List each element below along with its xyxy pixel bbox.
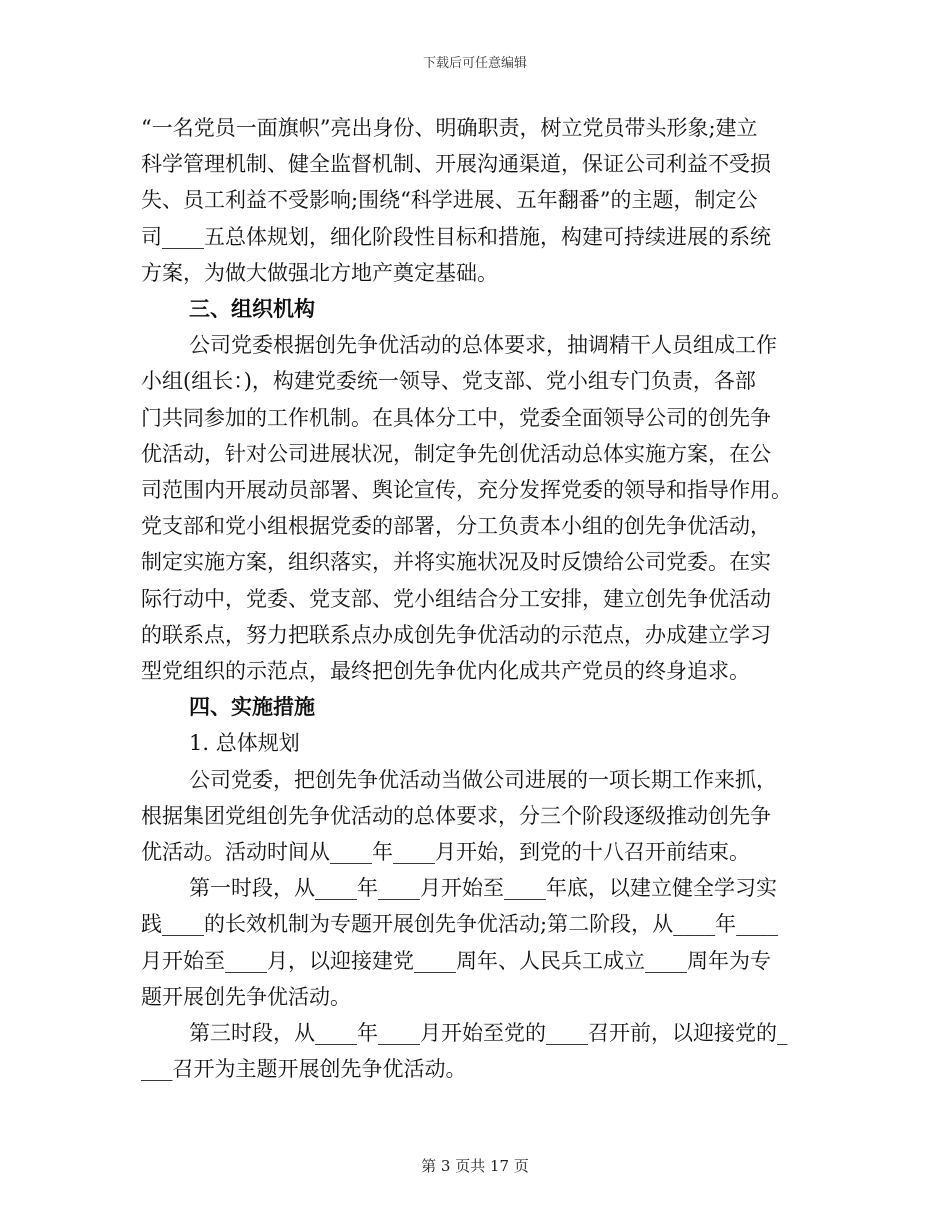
body-line: 题开展创先争优活动。 <box>141 984 351 1009</box>
body-line: 优活动，针对公司进展状况，制定争先创优活动总体实施方案，在公 <box>141 441 771 466</box>
document-body <box>141 110 801 1087</box>
body-line: ___召开为主题开展创先争优活动。 <box>141 1057 467 1082</box>
body-line: 公司党委根据创先争优活动的总体要求，抽调精干人员组成工作 <box>189 333 777 358</box>
body-line: 制定实施方案，组织落实，并将实施状况及时反馈给公司党委。在实 <box>141 550 771 575</box>
body-line: 党支部和党小组根据党委的部署，分工负责本小组的创先争优活动， <box>141 514 771 539</box>
body-line: 司范围内开展动员部署、舆论宣传，充分发挥党委的领导和指导作用。 <box>141 478 792 503</box>
page-number-footer: 第 3 页共 17 页 <box>421 1157 529 1175</box>
body-line: 司____五总体规划，细化阶段性目标和措施，构建可持续进展的系统 <box>141 224 771 249</box>
body-line: “一名党员一面旗帜”亮出身份、明确职责，树立党员带头形象;建立 <box>141 116 758 140</box>
body-line: 的联系点，努力把联系点办成创先争优活动的示范点，办成建立学习 <box>141 622 771 647</box>
body-line: 型党组织的示范点，最终把创先争优内化成共产党员的终身追求。 <box>141 659 750 684</box>
body-line: 践____的长效机制为专题开展创先争优活动;第二阶段，从____年____ <box>141 912 779 937</box>
page-header-note: 下载后可任意编辑 <box>422 56 527 71</box>
body-line: 门共同参加的工作机制。在具体分工中，党委全面领导公司的创先争 <box>141 405 771 430</box>
body-line: 优活动。活动时间从____年____月开始，到党的十八召开前结束。 <box>141 840 750 865</box>
body-line: 科学管理机制、健全监督机制、开展沟通渠道，保证公司利益不受损 <box>141 152 771 177</box>
subsection-heading: 1. 总体规划 <box>189 731 300 756</box>
body-line: 失、员工利益不受影响;围绕“科学进展、五年翻番”的主题，制定公 <box>141 188 758 213</box>
body-line: 公司党委，把创先争优活动当做公司进展的一项长期工作来抓， <box>189 767 777 792</box>
body-line: 第三时段，从____年____月开始至党的____召开前，以迎接党的_ <box>189 1021 788 1046</box>
body-line: 小组(组长：)，构建党委统一领导、党支部、党小组专门负责，各部 <box>141 369 756 394</box>
body-line: 月开始至____月，以迎接建党____周年、人民兵工成立____周年为专 <box>141 948 771 973</box>
body-line: 方案，为做大做强北方地产奠定基础。 <box>141 260 498 285</box>
section-heading-organization: 三、组织机构 <box>189 297 315 322</box>
body-line: 第一时段，从____年____月开始至____年底，以建立健全学习实 <box>189 876 777 901</box>
body-line: 根据集团党组创先争优活动的总体要求，分三个阶段逐级推动创先争 <box>141 803 771 828</box>
body-line: 际行动中，党委、党支部、党小组结合分工安排，建立创先争优活动 <box>141 586 771 611</box>
section-heading-measures: 四、实施措施 <box>189 695 315 720</box>
